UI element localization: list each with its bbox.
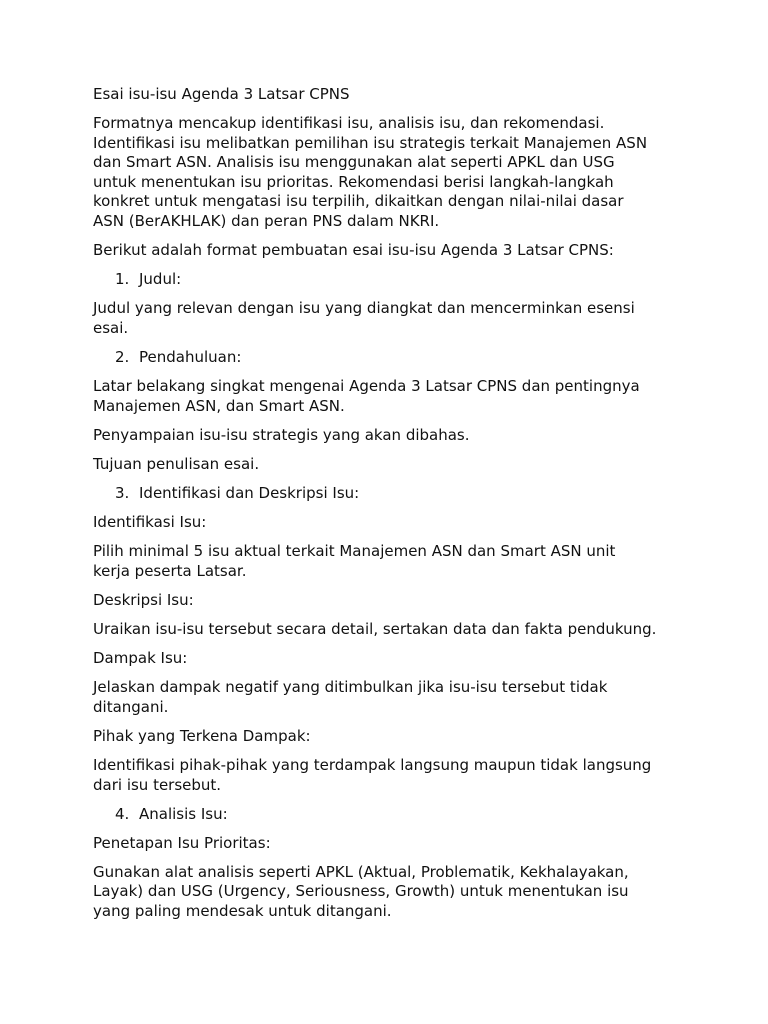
pihak-text: Identifikasi pihak-pihak yang terdampak langsung maupun tidak langsung dari isu tersebut. xyxy=(93,755,652,794)
section-1-text: Judul yang relevan dengan isu yang diangkat dan mencerminkan esensi esai. xyxy=(93,299,635,337)
identifikasi-text: Pilih minimal 5 isu aktual terkait Manajemen ASN dan Smart ASN unit kerja peserta Latsar. xyxy=(93,542,616,580)
deskripsi-text: Uraikan isu-isu tersebut secara detail, sertakan data dan fakta pendukung. xyxy=(93,619,657,638)
section-2-label: Pendahuluan: xyxy=(139,348,242,367)
section-2-number: 2. xyxy=(115,348,130,367)
document-page xyxy=(93,85,693,931)
section-4-heading xyxy=(93,805,693,825)
section-2-paragraph-3: Tujuan penulisan esai. xyxy=(93,454,260,473)
section-1-heading xyxy=(93,270,693,290)
dampak-text: Jelaskan dampak negatif yang ditimbulkan jika isu-isu tersebut tidak ditangani. xyxy=(93,678,608,716)
pihak-label: Pihak yang Terkena Dampak: xyxy=(93,726,311,745)
intro-paragraph: Formatnya mencakup identifikasi isu, analisis isu, dan rekomendasi. Identifikasi isu melibatkan pemilihan isu strategis terkait Manajemen ASN dan Smart ASN. Analisis isu menggunakan alat seperti APKL dan USG untuk menentukan isu prioritas. Rekomendasi berisi langkah-langkah konkret untuk mengatasi isu terpilih, dikaitkan dengan nilai-nilai dasar ASN (BerAKHLAK) dan peran PNS dalam NKRI. xyxy=(93,114,648,231)
section-2-paragraph-2: Penyampaian isu-isu strategis yang akan dibahas. xyxy=(93,425,470,444)
penetapan-label: Penetapan Isu Prioritas: xyxy=(93,833,271,852)
section-3-label: Identifikasi dan Deskripsi Isu: xyxy=(139,484,360,502)
section-4-number: 4. xyxy=(115,804,130,823)
deskripsi-label: Deskripsi Isu: xyxy=(93,590,194,609)
section-1-number: 1. xyxy=(115,270,130,289)
section-2-paragraph-1: Latar belakang singkat mengenai Agenda 3 Latsar CPNS dan pentingnya Manajemen ASN, dan Smart ASN. xyxy=(93,377,640,415)
section-2-heading xyxy=(93,348,693,368)
document-title: Esai isu-isu Agenda 3 Latsar CPNS xyxy=(93,85,350,103)
dampak-label: Dampak Isu: xyxy=(93,649,188,668)
format-intro-paragraph: Berikut adalah format pembuatan esai isu-isu Agenda 3 Latsar CPNS: xyxy=(93,241,614,260)
section-4-label: Analisis Isu: xyxy=(139,804,228,823)
section-3-heading xyxy=(93,484,693,504)
identifikasi-label: Identifikasi Isu: xyxy=(93,513,207,532)
penetapan-text: Gunakan alat analisis seperti APKL (Aktual, Problematik, Kekhalayakan, Layak) dan USG (Urgency, Seriousness, Growth) untuk menentukan isu yang paling mendesak untuk ditangani. xyxy=(93,862,629,920)
section-1-label: Judul: xyxy=(139,270,182,289)
section-3-number: 3. xyxy=(115,484,130,502)
